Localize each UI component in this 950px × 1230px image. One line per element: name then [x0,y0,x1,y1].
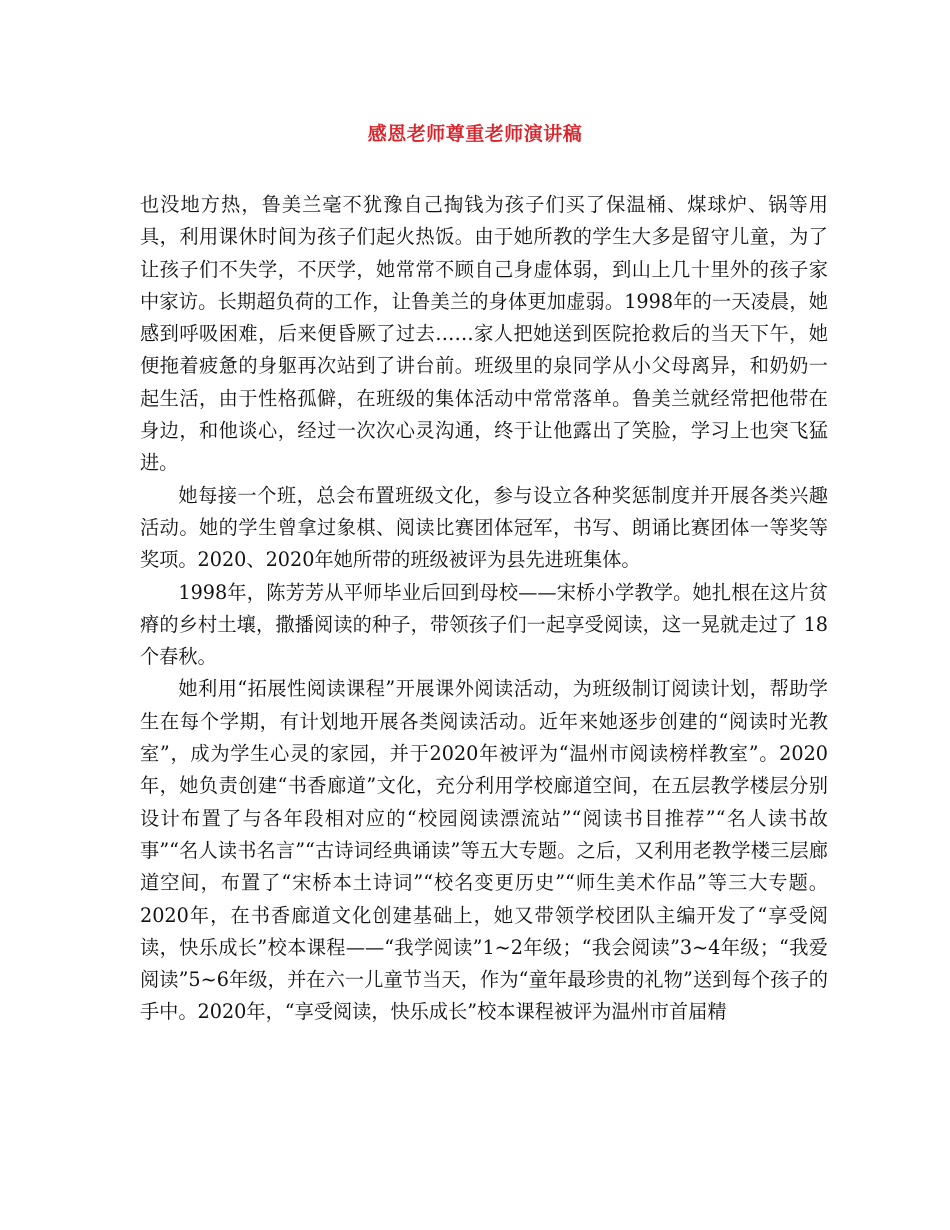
document-body [140,189,828,1029]
paragraph-3: 1998年，陈芳芳从平师毕业后回到母校——宋桥小学教学。她扎根在这片贫瘠的乡村土壤，撒播阅读的种子，带领孩子们一起享受阅读，这一晃就走过了 18 个春秋。 [140,580,828,669]
document-title: 感恩老师尊重老师演讲稿 [367,123,583,145]
paragraph-1: 也没地方热，鲁美兰毫不犹豫自己掏钱为孩子们买了保温桶、煤球炉、锅等用具，利用课休时间为孩子们起火热饭。由于她所教的学生大多是留守儿童，为了让孩子们不失学，不厌学，她常常不顾自己身虚体弱，到山上几十里外的孩子家中家访。长期超负荷的工作，让鲁美兰的身体更加虚弱。1998年的一天凌晨，她感到呼吸困难，后来便昏厥了过去……家人把她送到医院抢救后的当天下午，她便拖着疲惫的身躯再次站到了讲台前。班级里的泉同学从小父母离异，和奶奶一起生活，由于性格孤僻，在班级的集体活动中常常落单。鲁美兰就经常把他带在身边，和他谈心，经过一次次心灵沟通，终于让他露出了笑脸，学习上也突飞猛进。 [140,193,828,475]
paragraph-4: 她利用“拓展性阅读课程”开展课外阅读活动，为班级制订阅读计划，帮助学生在每个学期，有计划地开展各类阅读活动。近年来她逐步创建的“阅读时光教室”，成为学生心灵的家园，并于2020年被评为“温州市阅读榜样教室”。2020年，她负责创建“书香廊道”文化，充分利用学校廊道空间，在五层教学楼层分别设计布置了与各年段相对应的“校园阅读漂流站”“阅读书目推荐”“名人读书故事”“名人读书名言”“古诗词经典诵读”等五大专题。之后，又利用老教学楼三层廊道空间，布置了“宋桥本土诗词”“校名变更历史”“师生美术作品”等三大专题。2020年，在书香廊道文化创建基础上，她又带领学校团队主编开发了“享受阅读，快乐成长”校本课程——“我学阅读”1~2年级；“我会阅读”3~4年级；“我爱阅读”5~6年级，并在六一儿童节当天，作为“童年最珍贵的礼物”送到每个孩子的手中。2020年，“享受阅读，快乐成长”校本课程被评为温州市首届精 [140,677,828,1024]
paragraph-2: 她每接一个班，总会布置班级文化，参与设立各种奖惩制度并开展各类兴趣活动。她的学生曾拿过象棋、阅读比赛团体冠军，书写、朗诵比赛团体一等奖等奖项。2020、2020年她所带的班级被评为县先进班集体。 [140,483,828,572]
